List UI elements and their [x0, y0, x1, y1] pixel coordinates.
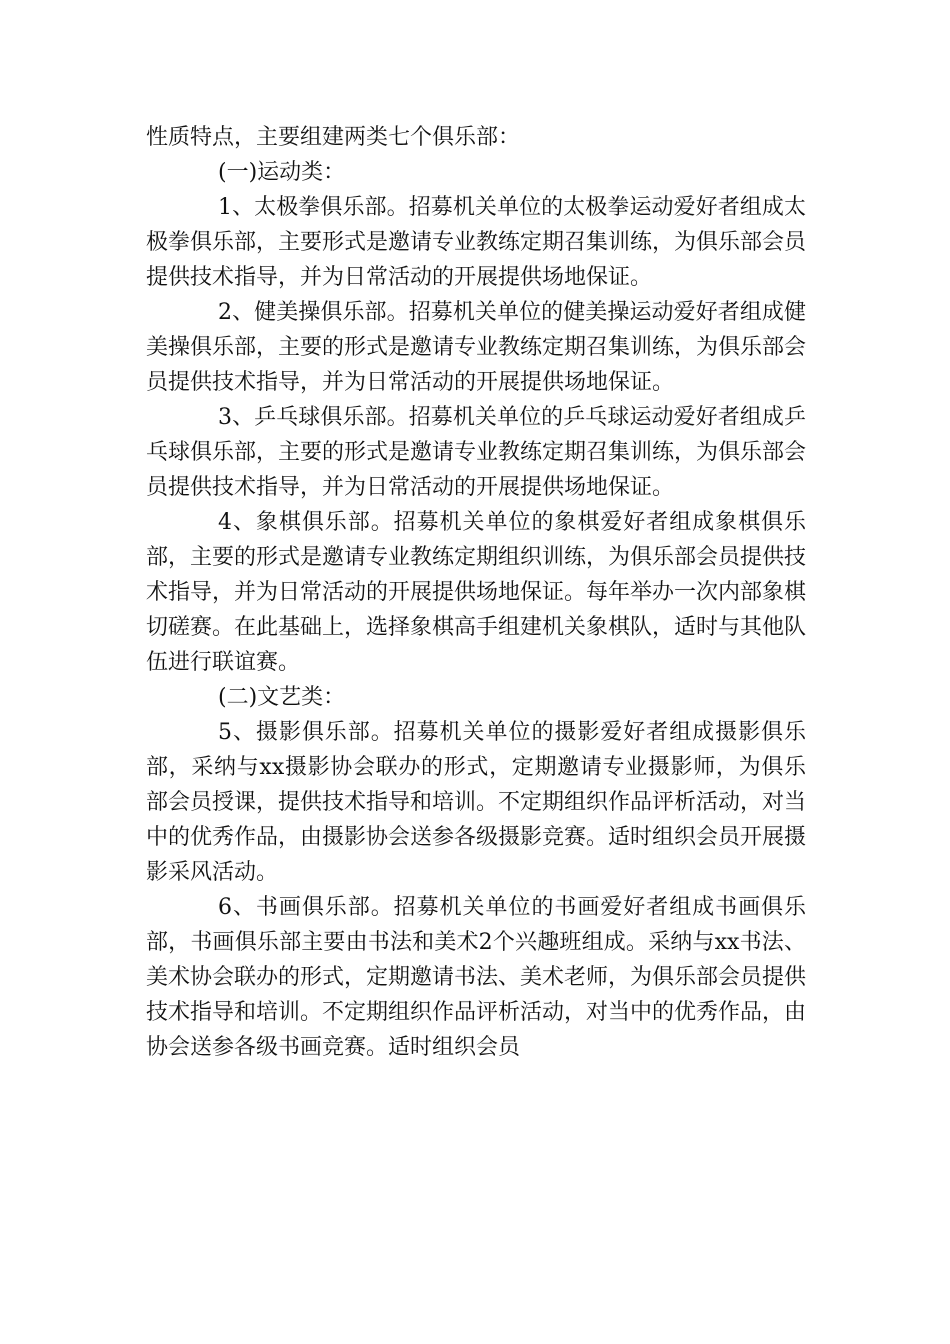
paragraph-chess-club: 4、象棋俱乐部。招募机关单位的象棋爱好者组成象棋俱乐部，主要的形式是邀请专业教练定期组织训练，为俱乐部会员提供技术指导，并为日常活动的开展提供场地保证。每年举办一次内部象棋切磋赛。在此基础上，选择象棋高手组建机关象棋队，适时与其他队伍进行联谊赛。: [146, 510, 807, 675]
section-heading-sports: (一)运动类：: [218, 160, 346, 185]
document-body: [146, 120, 806, 1065]
paragraph-taiji-club: 1、太极拳俱乐部。招募机关单位的太极拳运动爱好者组成太极拳俱乐部，主要形式是邀请专业教练定期召集训练，为俱乐部会员提供技术指导，并为日常活动的开展提供场地保证。: [146, 195, 807, 290]
paragraph-intro: 性质特点，主要组建两类七个俱乐部：: [146, 125, 521, 150]
paragraph-aerobics-club: 2、健美操俱乐部。招募机关单位的健美操运动爱好者组成健美操俱乐部，主要的形式是邀请专业教练定期召集训练，为俱乐部会员提供技术指导，并为日常活动的开展提供场地保证。: [146, 300, 807, 395]
paragraph-photography-club: 5、摄影俱乐部。招募机关单位的摄影爱好者组成摄影俱乐部，采纳与xx摄影协会联办的形式，定期邀请专业摄影师，为俱乐部会员授课，提供技术指导和培训。不定期组织作品评析活动，对当中的优秀作品，由摄影协会送参各级摄影竞赛。适时组织会员开展摄影采风活动。: [146, 720, 807, 885]
paragraph-calligraphy-club: 6、书画俱乐部。招募机关单位的书画爱好者组成书画俱乐部，书画俱乐部主要由书法和美术2个兴趣班组成。采纳与xx书法、美术协会联办的形式，定期邀请书法、美术老师，为俱乐部会员提供技术指导和培训。不定期组织作品评析活动，对当中的优秀作品，由协会送参各级书画竞赛。适时组织会员: [146, 895, 807, 1060]
paragraph-pingpong-club: 3、乒乓球俱乐部。招募机关单位的乒乓球运动爱好者组成乒乓球俱乐部，主要的形式是邀请专业教练定期召集训练，为俱乐部会员提供技术指导，并为日常活动的开展提供场地保证。: [146, 405, 807, 500]
section-heading-arts: (二)文艺类：: [218, 685, 346, 710]
